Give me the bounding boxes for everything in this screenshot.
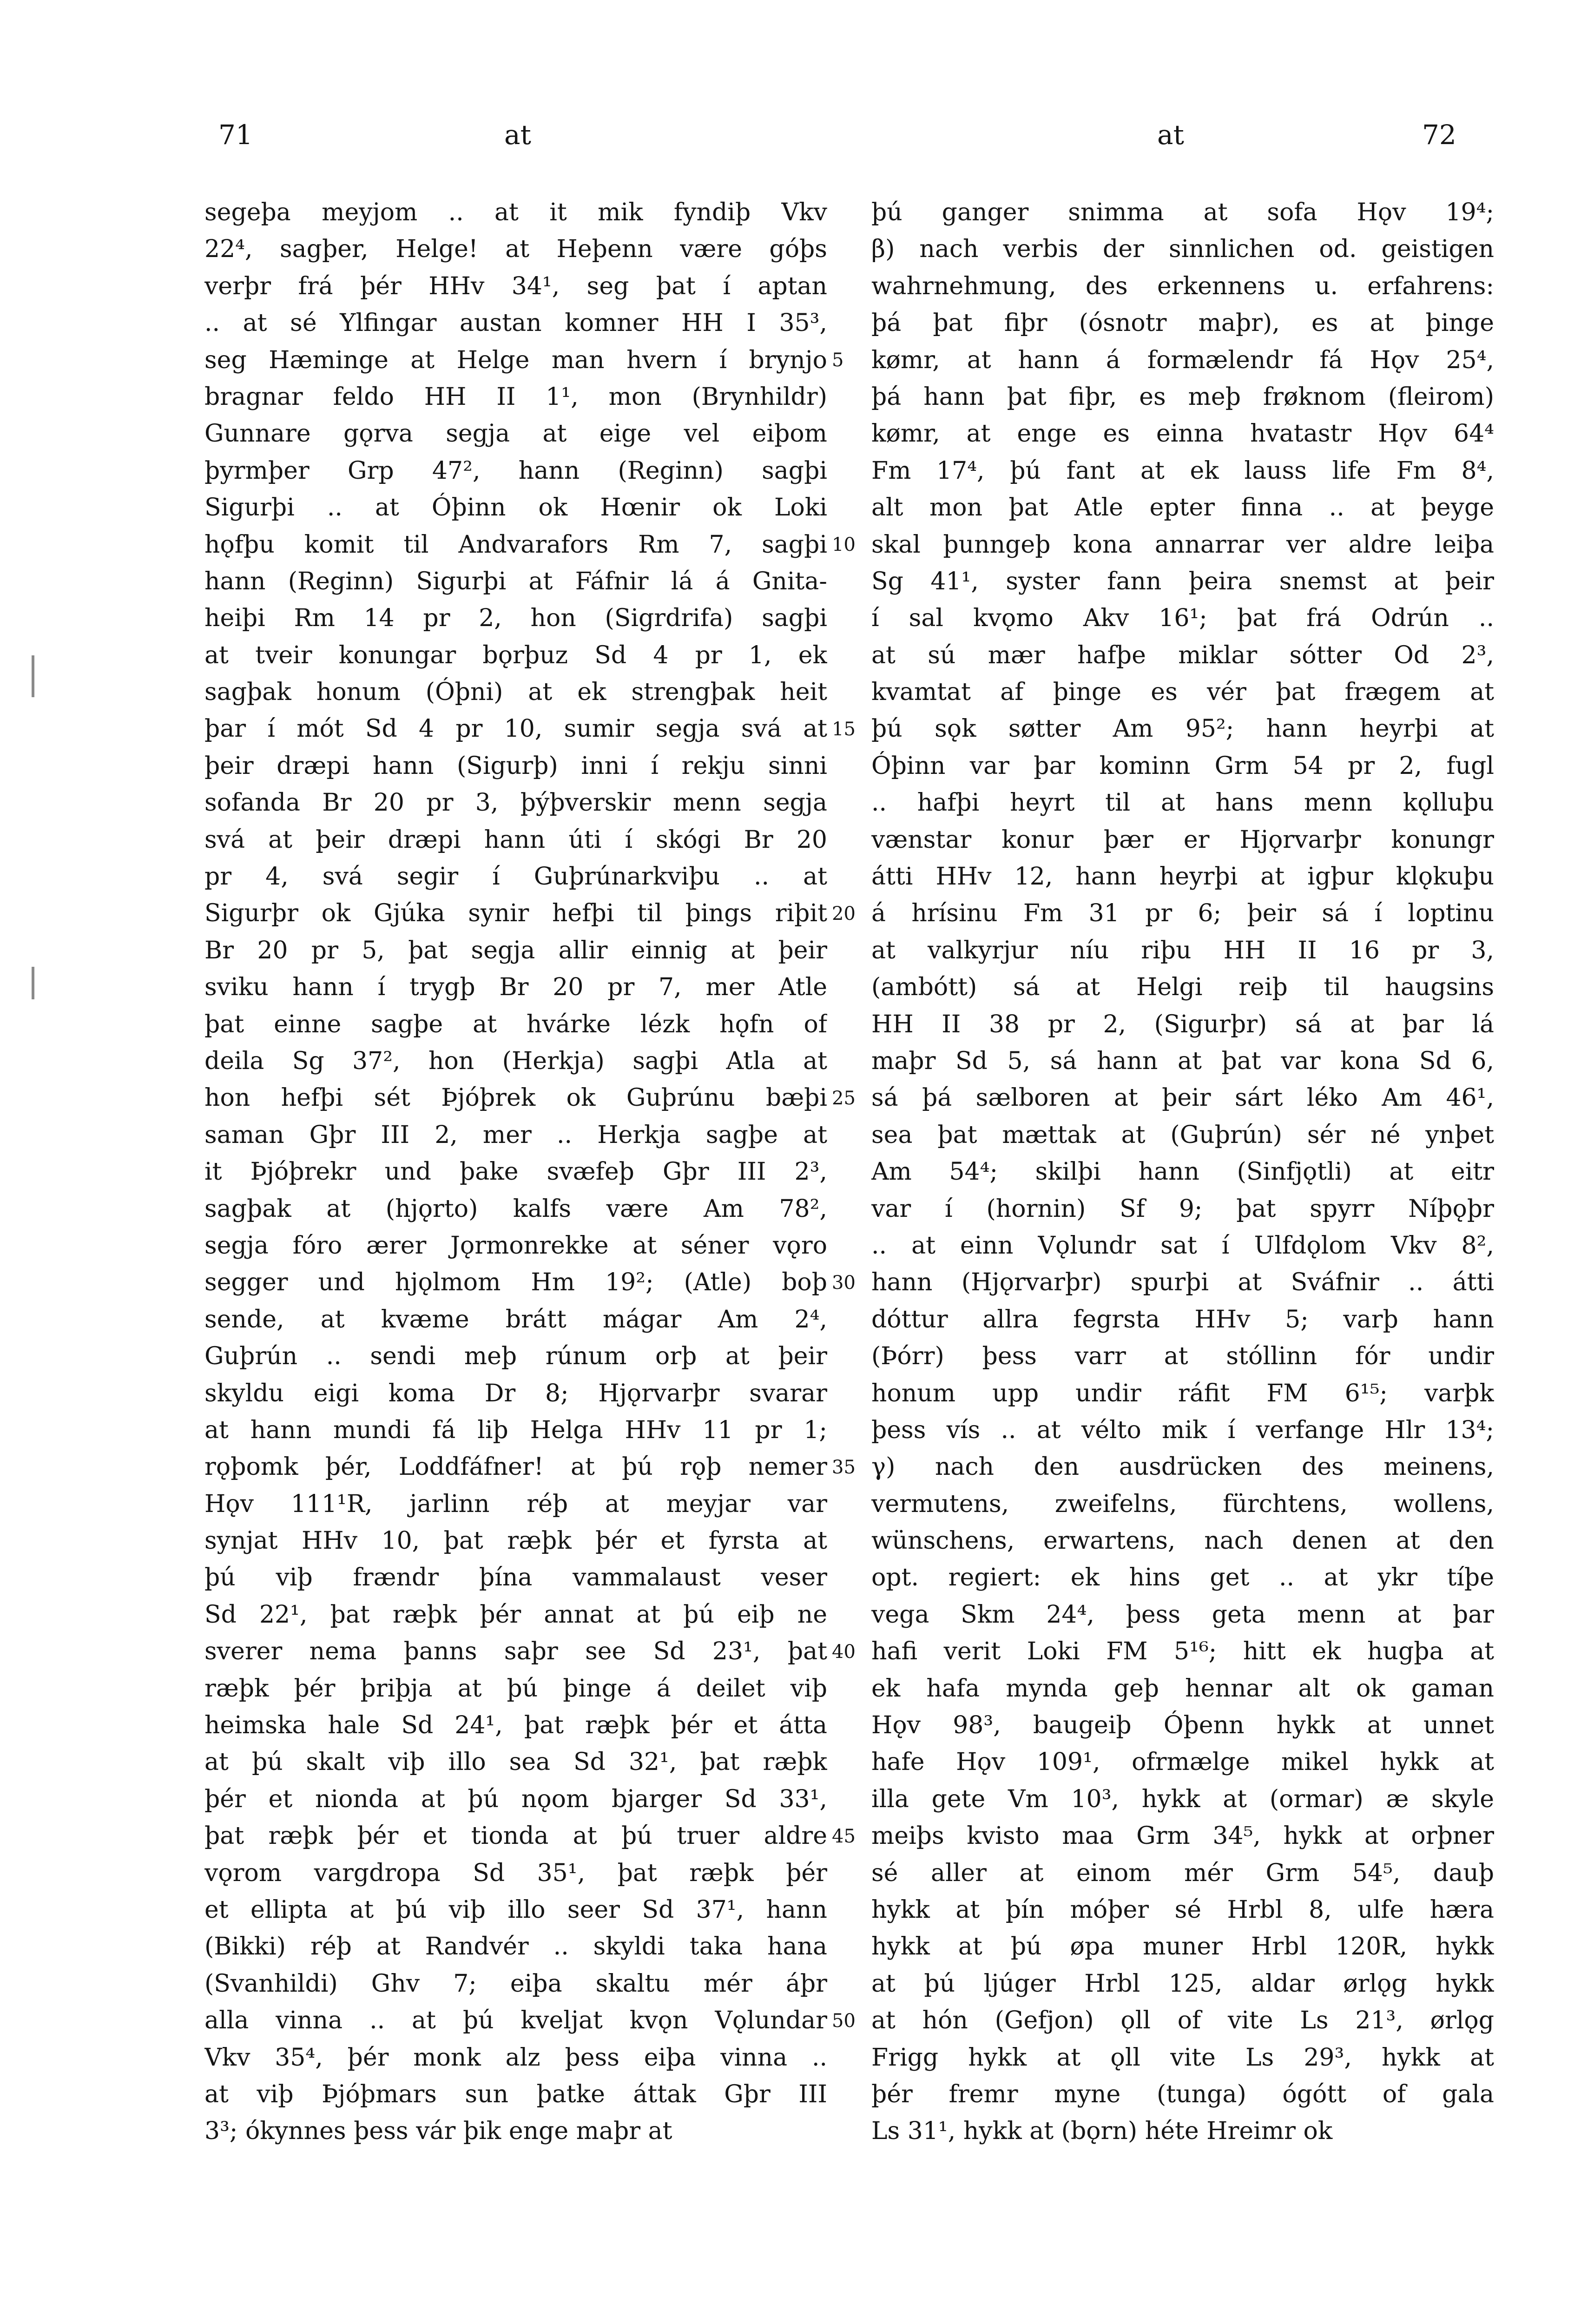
text-line: Sd 22¹, þat ræþk þér annat at þú eiþ ne	[204, 1600, 827, 1629]
text-line: deila Sg 37², hon (Herkja) sagþi Atla at	[204, 1047, 827, 1075]
text-line: vega Skm 24⁴, þess geta menn at þar	[871, 1600, 1494, 1629]
text-line: sofanda Br 20 pr 3, þýþverskir menn segja	[204, 789, 827, 817]
text-line: hann (Reginn) Sigurþi at Fáfnir lá á Gnita-	[204, 567, 827, 595]
text-line: heimska hale Sd 24¹, þat ræþk þér et átta	[204, 1711, 827, 1740]
text-line: at valkyrjur níu riþu HH II 16 pr 3,	[871, 936, 1494, 964]
text-line: sagþak at (hjǫrto) kalfs være Am 78²,	[204, 1195, 827, 1223]
line-number: 10	[832, 534, 856, 555]
text-line: þá þat fiþr (ósnotr maþr), es at þinge	[871, 309, 1494, 337]
text-line: þá hann þat fiþr, es meþ frøknom (fleirom)	[871, 383, 1494, 411]
text-line: Ls 31¹, hykk at (bǫrn) héte Hreimr ok	[871, 2117, 1333, 2146]
running-head-left: at	[504, 119, 531, 151]
text-line: at sú mær hafþe miklar sótter Od 2³,	[871, 641, 1494, 669]
text-line: (ambótt) sá at Helgi reiþ til haugsins	[871, 973, 1494, 1002]
text-line: Am 54⁴; skilþi hann (Sinfjǫtli) at eitr	[871, 1158, 1494, 1186]
text-line: sviku hann í trygþ Br 20 pr 7, mer Atle	[204, 973, 827, 1002]
text-line: Sigurþi .. at Óþinn ok Hœnir ok Loki	[204, 494, 827, 522]
text-line: þyrmþer Grp 47², hann (Reginn) sagþi	[204, 456, 827, 485]
text-line: sá þá sælboren at þeir sárt léko Am 46¹,	[871, 1084, 1494, 1112]
text-line: at þú skalt viþ illo sea Sd 32¹, þat ræþk	[204, 1748, 827, 1776]
text-line: þat ræþk þér et tionda at þú truer aldre	[204, 1822, 827, 1850]
text-line: at viþ Þjóþmars sun þatke áttak Gþr III	[204, 2080, 827, 2108]
margin-mark	[32, 967, 34, 999]
text-line: alt mon þat Atle epter finna .. at þeyge	[871, 494, 1494, 522]
text-line: Br 20 pr 5, þat segja allir einnig at þeir	[204, 936, 827, 964]
text-line: HH II 38 pr 2, (Sigurþr) sá at þar lá	[871, 1010, 1494, 1038]
text-line: þér fremr myne (tunga) ógótt of gala	[871, 2080, 1494, 2108]
text-line: vermutens, zweifelns, fürchtens, wollens,	[871, 1490, 1494, 1518]
text-line: verþr frá þér HHv 34¹, seg þat í aptan	[204, 272, 827, 300]
running-head-right: at	[1157, 119, 1184, 151]
text-line: ræþk þér þriþja at þú þinge á deilet viþ	[204, 1674, 827, 1703]
text-line: þú sǫk søtter Am 95²; hann heyrþi at	[871, 715, 1494, 743]
text-line: (Bikki) réþ at Randvér .. skyldi taka hana	[204, 1933, 827, 1961]
line-number: 50	[832, 2010, 856, 2032]
text-line: wünschens, erwartens, nach denen at den	[871, 1527, 1494, 1555]
margin-mark	[32, 655, 34, 697]
text-line: 22⁴, sagþer, Helge! at Heþenn være góþs	[204, 235, 827, 264]
line-number: 40	[832, 1641, 856, 1663]
text-line: hǫfþu komit til Andvarafors Rm 7, sagþi	[204, 530, 827, 559]
text-line: í sal kvǫmo Akv 16¹; þat frá Odrún ..	[871, 604, 1494, 633]
text-line: segger und hjǫlmom Hm 19²; (Atle) boþ	[204, 1268, 827, 1297]
text-line: segja fóro ærer Jǫrmonrekke at séner vǫro	[204, 1231, 827, 1260]
text-line: ek hafa mynda geþ hennar alt ok gaman	[871, 1674, 1494, 1703]
text-line: Vkv 35⁴, þér monk alz þess eiþa vinna ..	[204, 2043, 827, 2072]
text-line: saman Gþr III 2, mer .. Herkja sagþe at	[204, 1121, 827, 1149]
page-number-left: 71	[218, 119, 253, 151]
text-line: á hrísinu Fm 31 pr 6; þeir sá í loptinu	[871, 899, 1494, 928]
text-line: et ellipta at þú viþ illo seer Sd 37¹, hann	[204, 1895, 827, 1924]
line-number: 30	[832, 1272, 856, 1294]
text-line: hafe Hǫv 109¹, ofrmælge mikel hykk at	[871, 1748, 1494, 1776]
text-line: Frigg hykk at ǫll vite Ls 29³, hykk at	[871, 2043, 1494, 2072]
text-line: hann (Hjǫrvarþr) spurþi at Sváfnir .. átti	[871, 1268, 1494, 1297]
text-line: þess vís .. at vélto mik í verfange Hlr 13⁴;	[871, 1416, 1494, 1444]
line-number: 25	[832, 1087, 856, 1109]
text-line: þú viþ frændr þína vammalaust veser	[204, 1564, 827, 1592]
text-line: Sg 41¹, syster fann þeira snemst at þeir	[871, 567, 1494, 595]
text-line: opt. regiert: ek hins get .. at ykr tíþe	[871, 1564, 1494, 1592]
text-line: Hǫv 111¹R, jarlinn réþ at meyjar var	[204, 1490, 827, 1518]
text-line: kvamtat af þinge es vér þat frægem at	[871, 678, 1494, 706]
text-line: Óþinn var þar kominn Grm 54 pr 2, fugl	[871, 752, 1494, 780]
text-line: at hann mundi fá liþ Helga HHv 11 pr 1;	[204, 1416, 827, 1444]
text-line: sagþak honum (Óþni) at ek strengþak heit	[204, 678, 827, 706]
line-number: 5	[832, 349, 844, 371]
text-line: svá at þeir dræpi hann úti í skógi Br 20	[204, 825, 827, 854]
text-line: vǫrom vargdropa Sd 35¹, þat ræþk þér	[204, 1859, 827, 1887]
text-line: Gunnare gǫrva segja at eige vel eiþom	[204, 420, 827, 448]
text-line: sende, at kvæme brátt mágar Am 2⁴,	[204, 1305, 827, 1334]
text-line: hon hefþi sét Þjóþrek ok Guþrúnu bæþi	[204, 1084, 827, 1112]
line-number: 45	[832, 1825, 856, 1847]
text-line: at þú ljúger Hrbl 125, aldar ørlǫg hykk	[871, 1969, 1494, 1998]
right-column	[871, 194, 1494, 2150]
line-number: 20	[832, 903, 856, 924]
line-number: 15	[832, 718, 856, 740]
text-line: it Þjóþrekr und þake svæfeþ Gþr III 2³,	[204, 1158, 827, 1186]
text-line: synjat HHv 10, þat ræþk þér et fyrsta at	[204, 1527, 827, 1555]
text-line: þar í mót Sd 4 pr 10, sumir segja svá at	[204, 715, 827, 743]
text-line: sverer nema þanns saþr see Sd 23¹, þat	[204, 1637, 827, 1666]
text-line: hykk at þín móþer sé Hrbl 8, ulfe hæra	[871, 1895, 1494, 1924]
text-line: þeir dræpi hann (Sigurþ) inni í rekju sinni	[204, 752, 827, 780]
text-line: skal þunngeþ kona annarrar ver aldre leiþa	[871, 530, 1494, 559]
text-line: rǫþomk þér, Loddfáfner! at þú rǫþ nemer	[204, 1453, 827, 1481]
text-line: illa gete Vm 10³, hykk at (ormar) æ skyle	[871, 1785, 1494, 1813]
text-line: kømr, at enge es einna hvatastr Hǫv 64⁴	[871, 420, 1494, 448]
text-line: Hǫv 98³, baugeiþ Óþenn hykk at unnet	[871, 1711, 1494, 1740]
text-line: kømr, at hann á formælendr fá Hǫv 25⁴,	[871, 346, 1494, 374]
text-line: hykk at þú øpa muner Hrbl 120R, hykk	[871, 1933, 1494, 1961]
text-line: dóttur allra fegrsta HHv 5; varþ hann	[871, 1305, 1494, 1334]
text-line: þat einne sagþe at hvárke lézk hǫfn of	[204, 1010, 827, 1038]
text-line: bragnar feldo HH II 1¹, mon (Brynhildr)	[204, 383, 827, 411]
text-line: pr 4, svá segir í Guþrúnarkviþu .. at	[204, 863, 827, 891]
text-line: var í (hornin) Sf 9; þat spyrr Níþǫþr	[871, 1195, 1494, 1223]
text-line: segeþa meyjom .. at it mik fyndiþ Vkv	[204, 198, 827, 226]
text-line: þér et nionda at þú nǫom bjarger Sd 33¹,	[204, 1785, 827, 1813]
text-line: Fm 17⁴, þú fant at ek lauss life Fm 8⁴,	[871, 456, 1494, 485]
text-line: átti HHv 12, hann heyrþi at igþur klǫkuþu	[871, 863, 1494, 891]
text-line: alla vinna .. at þú kveljat kvǫn Vǫlundar	[204, 2007, 827, 2035]
text-line: .. at sé Ylfingar austan komner HH I 35³,	[204, 309, 827, 337]
text-line: hafi verit Loki FM 5¹⁶; hitt ek hugþa at	[871, 1637, 1494, 1666]
text-line: sea þat mættak at (Guþrún) sér né ynþet	[871, 1121, 1494, 1149]
text-line: vænstar konur þær er Hjǫrvarþr konungr	[871, 825, 1494, 854]
text-line: sé aller at einom mér Grm 54⁵, dauþ	[871, 1859, 1494, 1887]
text-line: γ) nach den ausdrücken des meinens,	[871, 1453, 1494, 1481]
text-line: skyldu eigi koma Dr 8; Hjǫrvarþr svarar	[204, 1379, 827, 1407]
text-line: 3³; ókynnes þess vár þik enge maþr at	[204, 2117, 672, 2146]
text-line: β) nach verbis der sinnlichen od. geistigen	[871, 235, 1494, 264]
text-line: Guþrún .. sendi meþ rúnum orþ at þeir	[204, 1342, 827, 1371]
text-line: honum upp undir ráfit FM 6¹⁵; varþk	[871, 1379, 1494, 1407]
text-line: þú ganger snimma at sofa Hǫv 19⁴;	[871, 198, 1494, 226]
text-line: (Þórr) þess varr at stóllinn fór undir	[871, 1342, 1494, 1371]
page-number-right: 72	[1422, 119, 1456, 151]
text-line: Sigurþr ok Gjúka synir hefþi til þings riþit	[204, 899, 827, 928]
text-line: .. hafþi heyrt til at hans menn kǫlluþu	[871, 789, 1494, 817]
text-line: meiþs kvisto maa Grm 34⁵, hykk at orþner	[871, 1822, 1494, 1850]
text-line: at hón (Gefjon) ǫll of vite Ls 21³, ørlǫg	[871, 2007, 1494, 2035]
text-line: seg Hæminge at Helge man hvern í brynjo	[204, 346, 827, 374]
line-number: 35	[832, 1456, 856, 1478]
text-line: at tveir konungar bǫrþuz Sd 4 pr 1, ek	[204, 641, 827, 669]
text-line: heiþi Rm 14 pr 2, hon (Sigrdrifa) sagþi	[204, 604, 827, 633]
text-line: .. at einn Vǫlundr sat í Ulfdǫlom Vkv 8²,	[871, 1231, 1494, 1260]
left-column	[204, 194, 827, 2150]
text-line: maþr Sd 5, sá hann at þat var kona Sd 6,	[871, 1047, 1494, 1075]
text-line: wahrnehmung, des erkennens u. erfahrens:	[871, 272, 1494, 300]
text-line: (Svanhildi) Ghv 7; eiþa skaltu mér áþr	[204, 1969, 827, 1998]
